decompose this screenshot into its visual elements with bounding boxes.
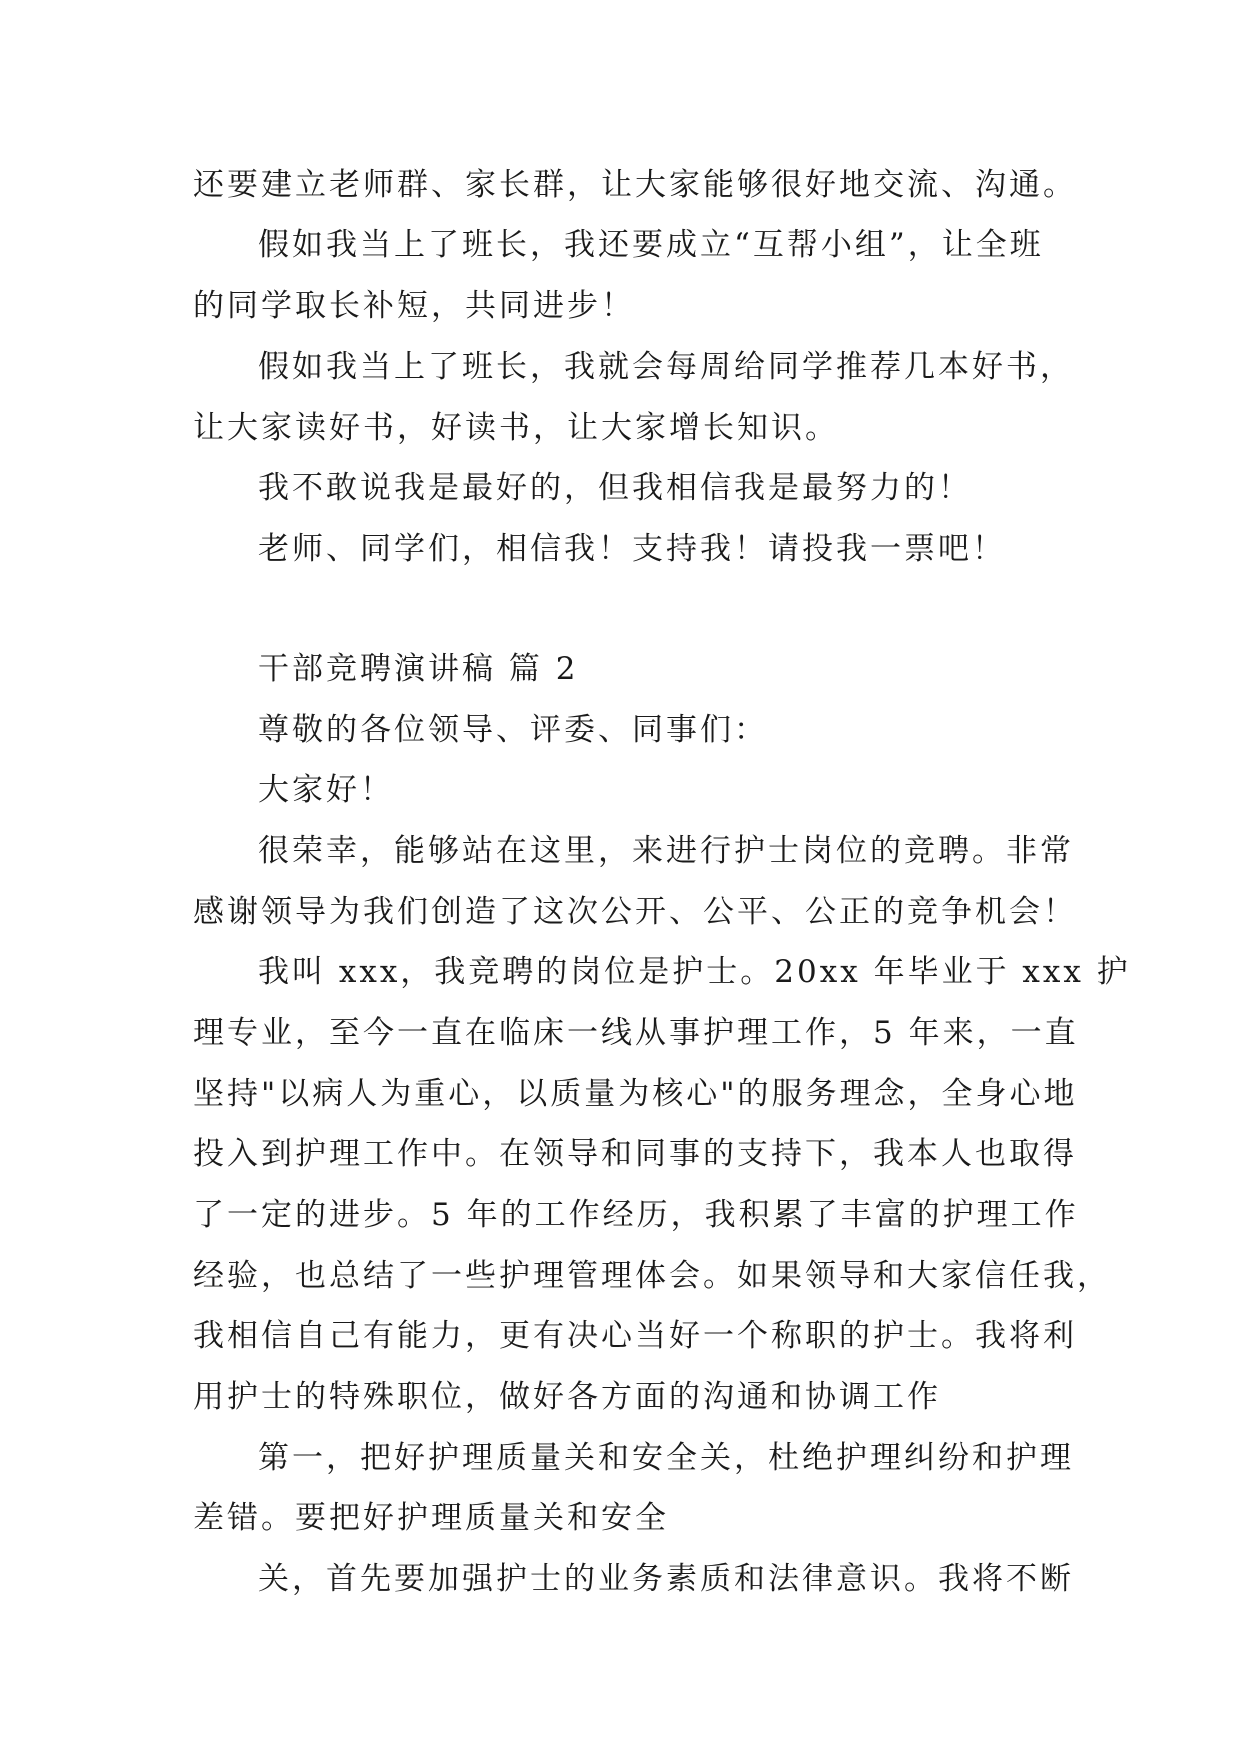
paragraph-line: 让大家读好书，好读书，让大家增长知识。 [193,410,839,446]
paragraph-line: 老师、同学们，相信我！支持我！请投我一票吧！ [258,531,1006,567]
paragraph-line: 很荣幸，能够站在这里，来进行护士岗位的竞聘。非常 [258,833,1074,869]
paragraph-line: 差错。要把好护理质量关和安全 [193,1500,669,1536]
paragraph-line: 还要建立老师群、家长群，让大家能够很好地交流、沟通。 [193,167,1077,203]
section-heading: 干部竞聘演讲稿 篇 2 [258,651,579,687]
paragraph-line: 我不敢说我是最好的，但我相信我是最努力的！ [258,470,972,506]
paragraph-line: 理专业，至今一直在临床一线从事护理工作，5 年来，一直 [193,1015,1079,1051]
paragraph-line: 坚持"以病人为重心，以质量为核心"的服务理念，全身心地 [193,1076,1078,1112]
paragraph-line: 的同学取长补短，共同进步！ [193,288,635,324]
paragraph-line: 关，首先要加强护士的业务素质和法律意识。我将不断 [258,1561,1074,1597]
paragraph-line: 经验，也总结了一些护理管理体会。如果领导和大家信任我， [193,1258,1111,1294]
paragraph-line: 我叫 xxx，我竞聘的岗位是护士。20xx 年毕业于 xxx 护 [258,954,1131,990]
paragraph-line: 假如我当上了班长，我还要成立“互帮小组”，让全班 [258,227,1044,263]
greeting: 大家好！ [258,772,394,808]
paragraph-line: 感谢领导为我们创造了这次公开、公平、公正的竞争机会！ [193,894,1077,930]
paragraph-line: 用护士的特殊职位，做好各方面的沟通和协调工作 [193,1379,941,1415]
paragraph-line: 了一定的进步。5 年的工作经历，我积累了丰富的护理工作 [193,1197,1079,1233]
paragraph-line: 第一，把好护理质量关和安全关，杜绝护理纠纷和护理 [258,1440,1074,1476]
paragraph-line: 假如我当上了班长，我就会每周给同学推荐几本好书， [258,349,1074,385]
salutation: 尊敬的各位领导、评委、同事们： [258,712,768,748]
paragraph-line: 投入到护理工作中。在领导和同事的支持下，我本人也取得 [193,1136,1077,1172]
paragraph-line: 我相信自己有能力，更有决心当好一个称职的护士。我将利 [193,1318,1077,1354]
